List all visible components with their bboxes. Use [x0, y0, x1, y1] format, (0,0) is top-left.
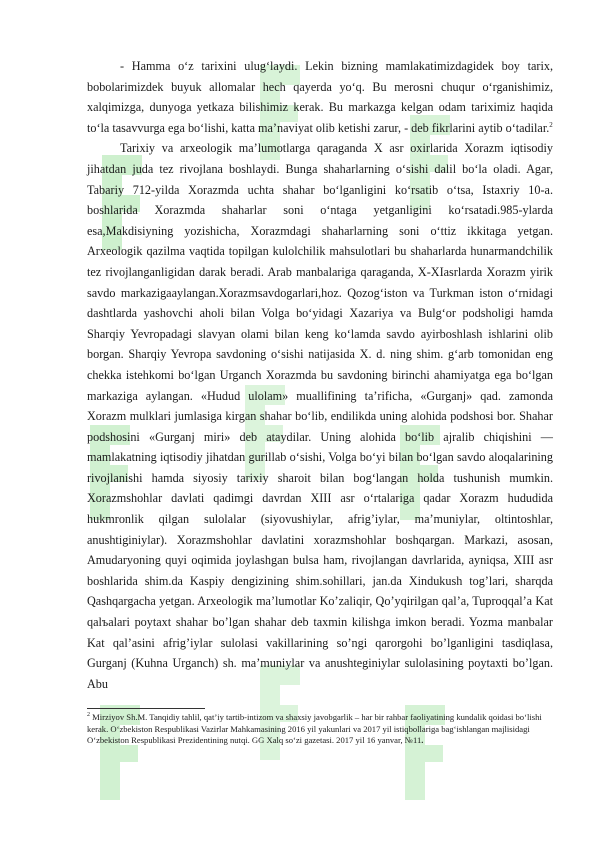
- paragraph-quote: [87, 56, 553, 138]
- paragraph-history: Tarixiy va arxeologik ma’lumotlarga qaraganda X asr oxirlarida Xorazm iqtisodiy jihatdan juda tez rivojlana boshlaydi. Bunga shaharlarning o‘sishi dalil bo‘la oladi. Agar, Tabariy 712-yilda Xorazmda uchta shahar bo‘lganligini ko‘rsatib o‘tsa, Istaxriy 10-a. boshlarida Xorazmda shaharlar soni o‘ntaga yetganligini ko‘rsatadi.985-ylarda esa,Makdisiyning yozishicha, Xorazmdagi shaharlarning soni o‘ttiz ikkitaga yetgan. Arxeologik qazilma vaqtida topilgan kulolchilik mahsulotlari bu shaharlarda hunarmandchilik tez rivojlanganligidan darak beradi. Arab manbalariga qaraganda, X-XIasrlarda Xorazm yirik savdo markazigaaylangan.Xorazmsavdogarlari,hoz. Qozog‘iston va Turkman iston o‘rnidagi dashtlarda yashovchi aholi bilan Volga bo‘yidagi Xazariya va Bulg‘or podsholigi hamda Sharqiy Yevropadagi slavyan olami bilan keng ko‘lamda savdo ayirboshlash ishlarini olib borgan. Sharqiy Yevropa savdoning o‘sishi natijasida X. d. ning shim. g‘arb tomonidan eng chekka istehkomi bo‘lgan Urganch Xorazmda bu savdoning birinchi ahamiyatga ega bo‘lgan markaziga aylangan. «Hudud ulolam» muallifining ta’rificha, «Gurganj» qad. zamonda Xorazm mulklari jumlasiga kirgan shahar bo‘lib, endilikda uning alohida podshosi bor. Shahar podshosini «Gurganj miri» deb ataydilar. Uning alohida bo‘lib ajralib chiqishini — mamlakatning iqtisodiy jihatdan gurillab o‘sishi, Volga bo‘yi bilan bo‘lgan savdo aloqalarining rivojlanishi hamda siyosiy tarixiy sharoit bilan bog‘langan holda tushunish mumkin. Xorazmshohlar davlati qadimgi davrdan XIII asr o‘rtalariga qadar Xorazm hududida hukmronlik qilgan sulolalar (siyovushiylar, afrig’iylar, ma’muniylar, oltintoshlar, anushtiginiylar). Xorazmshohlar davlatini xorazmshohlar boshqargan. Markazi, asosan, Amudaryoning quyi oqimida joylashgan bulsa ham, rivojlangan davrlarida, ayniqsa, XIII asr boshlarida shim.da Kaspiy dengizining shim.sohillari, jan.da Xindukush tog’lari, sharqda Qashqargacha yetgan. Arxeologik ma’lumotlar Ko’zaliqir, Qo’yqirilgan qal’a, Tuproqqal’a Kat qalъalari poytaxt shahar bo’lgan shahar deb taxmin kilishga imkon beradi. Yozma manbalar Kat qal’asini afrig’iylar sulolasi vakillarining so’ngi qarorgohi bo’lganligini tasdiqlasa, Gurganj (Kuhna Urganch) sh. ma’muniylar va anushteginiylar sulolasining poytaxti bo’lgan. Abu: [87, 141, 553, 691]
- footnote-number: 2: [87, 712, 90, 719]
- footnote: [87, 712, 553, 746]
- footnote-separator: [87, 708, 205, 709]
- document-page: [87, 56, 553, 747]
- footnote-end: .: [421, 735, 424, 746]
- footnote-text: Mirziyov Sh.M. Tanqidiy tahlil, qat’iy tartib-intizom va shaxsiy javobgarlik – har bir rahbar faoliyatining kundalik qoidasi bo‘lishi kerak. O‘zbekiston Respublikasi Vazirlar Mahkamasining 2016 yil yakunlari va 2017 yil istiqbollariga bag‘ishlangan majlisidagi O‘zbekiston Respublikasi Prezidentining nutqi. GG Xalq so‘zi gazetasi. 2017 yil 16 yanvar, №11: [87, 712, 542, 746]
- paragraph-1-text: - Hamma o‘z tarixini ulug‘laydi. Lekin bizning mamlakatimizdagidek boy tarix, bobolarimizdek buyuk allomalar hech qayerda yo‘q. Bu merosni chuqur o‘rganishimiz, xalqimizga, dunyoga yetkaza bilishimiz kerak. Bu markazga kelgan odam tariximiz haqida to‘la tasavvurga ega bo‘lishi, katta ma’naviyat olib ketishi zarur, - deb fikrlarini aytib o‘tadilar.: [87, 59, 553, 135]
- footnote-reference[interactable]: 2: [549, 120, 553, 129]
